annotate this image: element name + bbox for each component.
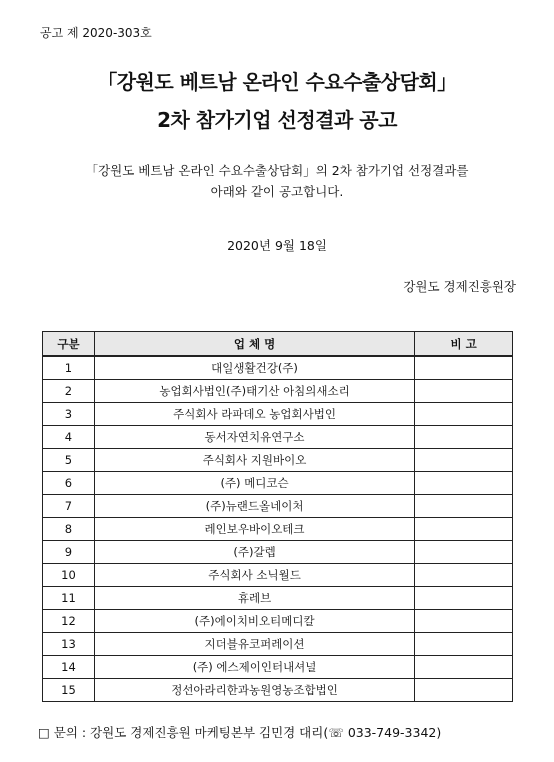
contact-info: □ 문의 : 강원도 경제진흥원 마케팅본부 김민경 대리(☏ 033-749-3342) [38, 725, 442, 740]
table-row [43, 679, 513, 702]
header-company-name: 업 체 명 [94, 332, 414, 357]
remarks-cell [415, 564, 513, 587]
row-number: 13 [43, 633, 95, 656]
intro-text-line2: 아래와 같이 공고합니다. [210, 184, 344, 199]
document-title-line2: 2차 참가기업 선정결과 공고 [157, 108, 397, 132]
row-number: 4 [43, 426, 95, 449]
notice-date: 2020년 9월 18일 [227, 238, 327, 253]
table-header-row [43, 332, 513, 357]
notice-number: 공고 제 2020-303호 [40, 26, 152, 40]
header-category: 구분 [43, 332, 95, 357]
row-number: 14 [43, 656, 95, 679]
company-name: 레인보우바이오테크 [94, 518, 414, 541]
table-row [43, 633, 513, 656]
company-name: (주) 메디코슨 [94, 472, 414, 495]
row-number: 1 [43, 356, 95, 380]
remarks-cell [415, 426, 513, 449]
company-name: 휴레브 [94, 587, 414, 610]
row-number: 6 [43, 472, 95, 495]
row-number: 12 [43, 610, 95, 633]
intro-text-line1: 「강원도 베트남 온라인 수요수출상담회」의 2차 참가기업 선정결과를 [85, 163, 469, 178]
remarks-cell [415, 679, 513, 702]
company-name: (주)에이치비오티메디칼 [94, 610, 414, 633]
table-row [43, 403, 513, 426]
table-row [43, 587, 513, 610]
company-name: 주식회사 라파데오 농업회사법인 [94, 403, 414, 426]
issuer-name: 강원도 경제진흥원장 [403, 279, 516, 294]
remarks-cell [415, 356, 513, 380]
company-name: 동서자연치유연구소 [94, 426, 414, 449]
table-row [43, 380, 513, 403]
table-row [43, 426, 513, 449]
table-row [43, 656, 513, 679]
table-row [43, 610, 513, 633]
table-row [43, 495, 513, 518]
company-name: (주)갈렙 [94, 541, 414, 564]
company-name: (주)뉴랜드올네이처 [94, 495, 414, 518]
remarks-cell [415, 518, 513, 541]
company-name: (주) 에스제이인터내셔널 [94, 656, 414, 679]
table-row [43, 449, 513, 472]
company-name: 농업회사법인(주)태기산 아침의새소리 [94, 380, 414, 403]
remarks-cell [415, 541, 513, 564]
remarks-cell [415, 610, 513, 633]
table-row [43, 472, 513, 495]
remarks-cell [415, 380, 513, 403]
company-name: 정선아라리한과농원영농조합법인 [94, 679, 414, 702]
row-number: 9 [43, 541, 95, 564]
table-row [43, 541, 513, 564]
document-title-line1: 「강원도 베트남 온라인 수요수출상담회」 [97, 70, 457, 94]
row-number: 10 [43, 564, 95, 587]
row-number: 5 [43, 449, 95, 472]
remarks-cell [415, 403, 513, 426]
remarks-cell [415, 587, 513, 610]
table-row [43, 518, 513, 541]
row-number: 7 [43, 495, 95, 518]
table-row [43, 564, 513, 587]
row-number: 2 [43, 380, 95, 403]
selected-companies-table [42, 331, 513, 702]
remarks-cell [415, 495, 513, 518]
company-name: 주식회사 지원바이오 [94, 449, 414, 472]
row-number: 8 [43, 518, 95, 541]
table-row [43, 356, 513, 380]
remarks-cell [415, 656, 513, 679]
company-name: 대일생활건강(주) [94, 356, 414, 380]
remarks-cell [415, 633, 513, 656]
row-number: 15 [43, 679, 95, 702]
remarks-cell [415, 449, 513, 472]
company-name: 주식회사 소닉월드 [94, 564, 414, 587]
header-remarks: 비 고 [415, 332, 513, 357]
row-number: 3 [43, 403, 95, 426]
remarks-cell [415, 472, 513, 495]
row-number: 11 [43, 587, 95, 610]
company-name: 지더블유코퍼레이션 [94, 633, 414, 656]
